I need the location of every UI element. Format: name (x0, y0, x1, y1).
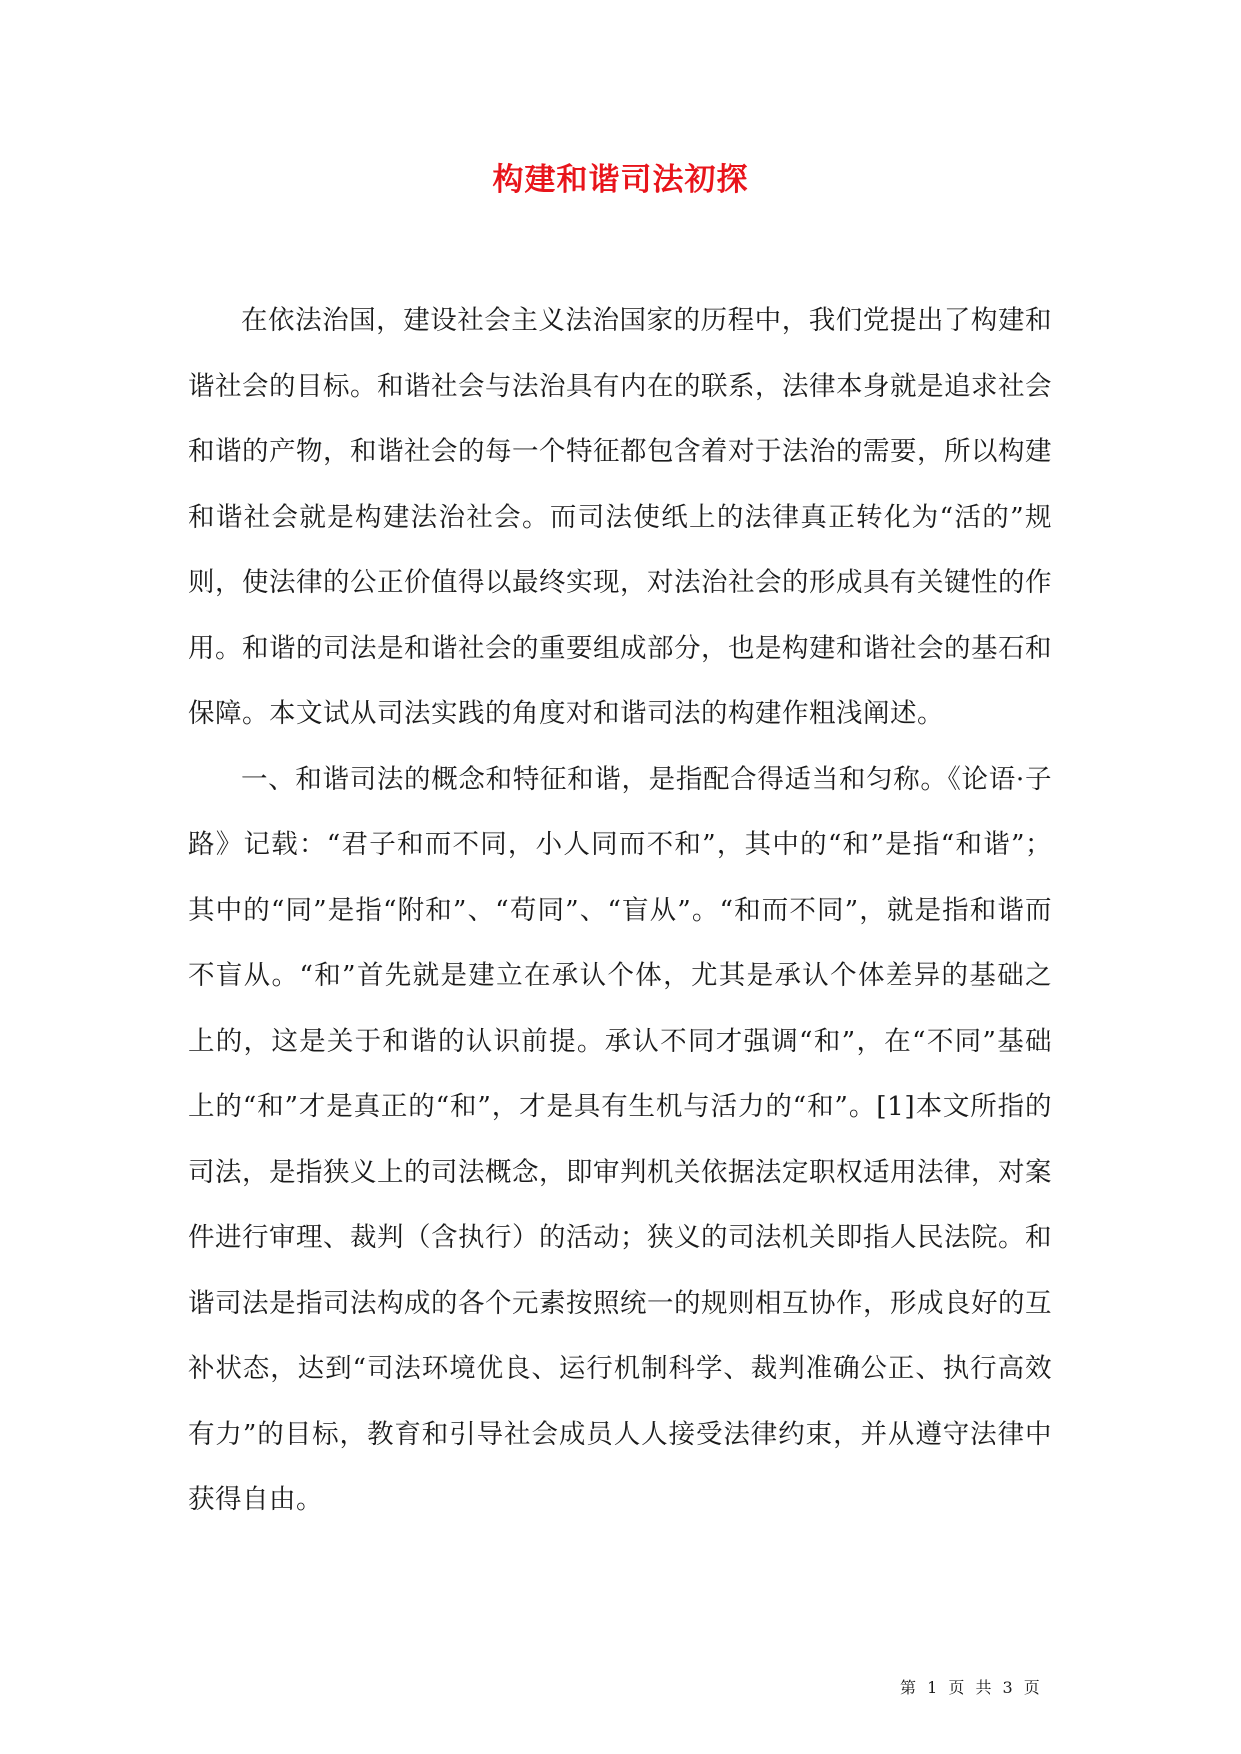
paragraph-intro: 在依法治国，建设社会主义法治国家的历程中，我们党提出了构建和谐社会的目标。和谐社会与法治具有内在的联系，法律本身就是追求社会和谐的产物，和谐社会的每一个特征都包含着对于法治的需要，所以构建和谐社会就是构建法治社会。而司法使纸上的法律真正转化为“活的”规则，使法律的公正价值得以最终实现，对法治社会的形成具有关键性的作用。和谐的司法是和谐社会的重要组成部分，也是构建和谐社会的基石和保障。本文试从司法实践的角度对和谐司法的构建作粗浅阐述。 (188, 305, 1052, 729)
document-body (188, 288, 1052, 1533)
page-number-footer: 第 1 页 共 3 页 (900, 1678, 1043, 1697)
document-title: 构建和谐司法初探 (492, 162, 749, 198)
paragraph-section-one: 一、和谐司法的概念和特征和谐，是指配合得适当和匀称。《论语·子路》记载：“君子和而不同，小人同而不和”，其中的“和”是指“和谐”；其中的“同”是指“附和”、“苟同”、“盲从”。“和而不同”，就是指和谐而不盲从。“和”首先就是建立在承认个体，尤其是承认个体差异的基础之上的，这是关于和谐的认识前提。承认不同才强调“和”，在“不同”基础上的“和”才是真正的“和”，才是具有生机与活力的“和”。[1]本文所指的司法，是指狭义上的司法概念，即审判机关依据法定职权适用法律，对案件进行审理、裁判（含执行）的活动；狭义的司法机关即指人民法院。和谐司法是指司法构成的各个元素按照统一的规则相互协作，形成良好的互补状态，达到“司法环境优良、运行机制科学、裁判准确公正、执行高效有力”的目标，教育和引导社会成员人人接受法律约束，并从遵守法律中获得自由。 (188, 763, 1052, 1515)
